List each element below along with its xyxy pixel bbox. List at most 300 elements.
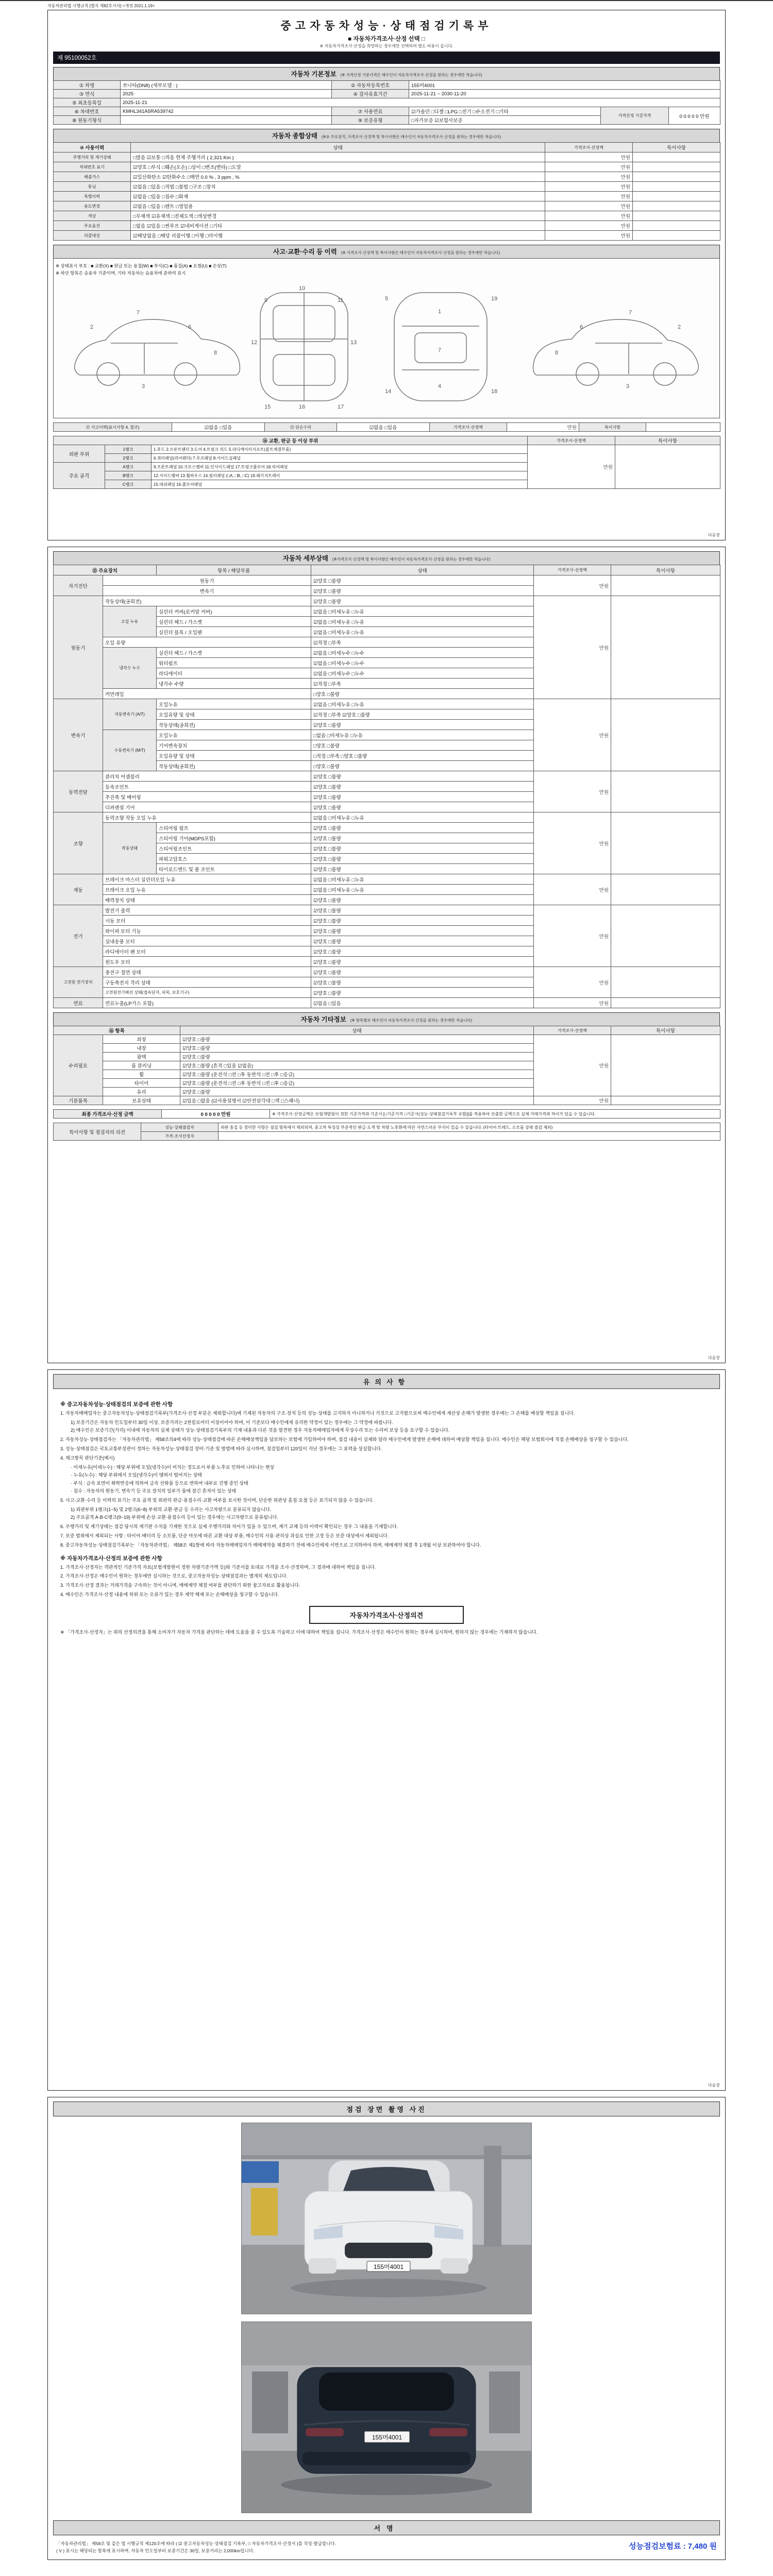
section-etc-title: 자동차 기타정보 — [300, 1016, 346, 1023]
value-cell: 만원 — [534, 998, 611, 1008]
label-cell: 특이사항 및 점검자의 의견 — [54, 1123, 141, 1141]
label-cell: 가격산정 기준가격 — [601, 107, 669, 125]
section-history-note: (※ 가격조사·산정액 및 특이사항은 매수인이 자동차가격조사·산정을 원하는 경우에만 적습니다) — [341, 250, 500, 255]
label-cell: 특이사항 — [579, 423, 646, 432]
section-overall — [53, 129, 720, 142]
value-cell: 오일누유 — [157, 730, 311, 740]
checkbox-cell[interactable]: 12.사이드멤버 13.휠하우스 14.필러패널 (□A, □B, □C) 19.패키지트레이 — [152, 471, 528, 480]
value-cell: 커먼레일 — [103, 689, 311, 699]
value-cell: 파워고압호스 — [157, 854, 311, 864]
value-cell: 오일 유량 — [103, 637, 311, 648]
notice-paragraph: 1. 가격조사·산정자는 객관적인 기준가격 자료(보험개발원이 정한 차량기준가액 등)와 기준서를 토대로 가격을 조사·산정하며, 그 결과에 대하여 책임을 집니다. — [60, 1564, 376, 1570]
label-cell: 용도변경 — [54, 201, 131, 211]
label-cell: 가격조사·산정액 — [534, 565, 611, 575]
value-cell — [611, 874, 720, 905]
value-cell: 만원 — [534, 967, 611, 998]
notice-paragraph: ※ 「가격조사·산정자」는 위의 산정의견을 통해 소비자가 자동차 가격을 판단하는 데에 도움을 줄 수 있도록 기술하고 이에 대하여 책임을 집니다. 가격조사·산정은 매수인이 원하는 경우에 실시하며, 원하지 않는 경우에는 기재하지 않습니다. — [60, 1630, 538, 1635]
value-cell: 연료누출(LP가스 포함) — [103, 998, 311, 1008]
svg-text:5: 5 — [385, 296, 389, 302]
checkbox-cell[interactable]: ☑양호 □불량 — [311, 792, 534, 802]
page-3 — [47, 1369, 726, 2091]
value-cell — [633, 152, 720, 162]
checkbox-cell[interactable]: ☑없음 □있음 — [311, 998, 534, 1008]
checkbox-cell[interactable]: ☑양호 □불량 — [311, 823, 534, 833]
label-cell: 상태 — [180, 1026, 534, 1035]
notice-paragraph: 4. 매수인은 가격조사·산정 내용에 허위 또는 오류가 있는 경우 계약 해제 또는 손해배상을 청구할 수 있습니다. — [60, 1592, 279, 1598]
label-cell: 고전원 전기장치 — [54, 967, 103, 998]
label-cell: 오일 누유 — [103, 606, 157, 637]
value-cell: 윈도우 모터 — [103, 957, 311, 967]
value-cell — [611, 967, 720, 998]
label-cell: 1랭크 — [105, 445, 152, 454]
checkbox-cell[interactable]: ☑양호 □불량 (운전석 □전 □후 동반석 □전 □후 □응급) — [180, 1070, 534, 1079]
value-cell: 구동축전지 격리 상태 — [103, 977, 311, 988]
value-cell: 만원 — [528, 445, 615, 489]
value-cell: KMHL341A5RA539742 — [121, 107, 332, 116]
value-cell — [611, 771, 720, 812]
checkbox-cell[interactable]: ☑양호 □불량 — [311, 905, 534, 916]
checkbox-cell[interactable]: ☑양호 □불량 (운전석 □전 □후 동반석 □전 □후 □응급) — [180, 1079, 534, 1088]
notice-title-bar: 유의사항 — [53, 1374, 720, 1389]
value-cell: 1.후드 2.프론트펜더 3.도어 4.트렁크 리드 5.라디에이터서포트(볼트체결부품) — [152, 445, 528, 454]
svg-text:17: 17 — [338, 404, 344, 410]
value-cell: 동력조향 작동 오일 누유 — [103, 812, 311, 823]
label-cell: 색상 — [54, 211, 131, 221]
photo-section-title: 점검 장면 촬영 사진 — [53, 2102, 720, 2116]
label-cell: ⑮ 주요장치 — [54, 565, 157, 575]
overall-condition-table — [53, 142, 720, 241]
value-cell — [633, 211, 720, 221]
checkbox-cell[interactable]: ☑양호 □불량 — [311, 802, 534, 812]
label-cell: 주요옵션 — [54, 221, 131, 231]
value-cell: 등속조인트 — [103, 782, 311, 792]
value-cell: 작동상태(공회전) — [103, 596, 311, 606]
notice-paragraph: 2. 자동차성능·상태점검자는 「자동차관리법」 제58조의4에 따라 성능·상태점검에 따른 손해배상책임을 담보하는 보험에 가입하여야 하며, 점검 내용이 실제와 달라 매수인에게 발생한 손해에 대하여 배상할 책임을 집니다. 매수인은 해당 보험회사에 직접 손해배상을 청구할 수 있습니다. — [60, 1436, 629, 1442]
value-cell: 외판 흠집 등 경미한 사항은 점검 항목에서 제외되며, 중고차 특성상 부분적인 판금·도색 및 차량 노후화에 따른 자연스러운 부식이 있을 수 있습니다. (타이어 트레드, 소모품 상태 점검 제외) — [219, 1123, 720, 1132]
checkbox-cell[interactable]: ☑해당없음 □해당 리콜이행 □이행 □미이행 — [131, 231, 545, 241]
value-cell — [611, 596, 720, 699]
section-etc — [53, 1012, 720, 1026]
checkbox-cell[interactable]: □양호 □불량 — [311, 740, 534, 751]
label-cell: 동력전달 — [54, 771, 103, 812]
svg-text:16: 16 — [299, 404, 306, 410]
checkbox-cell[interactable]: ☑가솔린 □디젤 □LPG □전기 □수소전기 □기타 — [409, 107, 601, 116]
value-cell: 쏘나타(DN8) (세부모델 : ) — [121, 81, 332, 90]
value-cell: 오일유량 및 상태 — [157, 709, 311, 720]
svg-text:9: 9 — [264, 297, 268, 303]
checkbox-cell[interactable]: ☑없음 □미세누유 □누유 — [311, 617, 534, 627]
checkbox-cell[interactable]: ☑양호 □불량 — [311, 946, 534, 957]
value-cell: 실린더 헤드 / 가스켓 — [157, 648, 311, 658]
value-cell: 만원 — [545, 231, 633, 241]
checkbox-cell[interactable]: ☑양호 □불량 — [311, 720, 534, 730]
checkbox-cell[interactable]: ☑없음 □미세누유 □누유 — [311, 874, 534, 885]
label-cell: ① 차명 — [54, 81, 121, 90]
next-page-label: 다음장 — [708, 2083, 720, 2088]
fee-label: 성능점검보험료 : — [629, 2542, 686, 2551]
label-cell: ② 자동차등록번호 — [332, 81, 409, 90]
label-cell: ⑧ 원동기형식 — [54, 116, 121, 125]
value-cell: 만원 — [534, 1035, 611, 1096]
checkbox-cell[interactable]: ☑적정 □부족 — [311, 679, 534, 689]
valuation-select-note: ※ 자동차가격조사·산정을 희망하는 경우에만 선택하며 별도 비용이 듭니다. — [320, 44, 453, 48]
checkbox-cell[interactable]: □적정 □부족 □양호 □불량 — [311, 751, 534, 761]
notice-subheading: ※ 자동차가격조사·산정의 보증에 관한 사항 — [60, 1555, 162, 1562]
final-price-table — [53, 1109, 720, 1118]
value-cell: 실린더 헤드 / 가스켓 — [157, 617, 311, 627]
svg-text:7: 7 — [137, 310, 140, 316]
notice-paragraph: · 누유(누수) : 해당 부위에서 오일(냉각수)이 맺혀서 떨어지는 상태 — [71, 1472, 202, 1478]
value-cell: 변속기 — [103, 586, 311, 596]
value-cell — [611, 905, 720, 967]
checkbox-cell[interactable]: ☑없음 □있음 □적법 □불법 □구조 □장치 — [131, 182, 545, 192]
value-cell: 유리 — [103, 1088, 180, 1096]
svg-text:4: 4 — [438, 383, 442, 389]
value-cell: 고전원전기배선 상태(접속단자, 피복, 보호기구) — [103, 988, 311, 998]
notice-paragraph: 1. 자동차매매업자는 중고자동차성능·상태점검기록부(가격조사·산정 부분은 제외합니다)에 기재된 자동차의 구조·장치 등의 성능·상태를 고지하지 아니하거나 거짓으로 고지함으로써 매수인에게 재산상 손해가 발생한 경우에는 그 손해를 배상할 책임을 집니다. — [60, 1411, 575, 1416]
label-cell: 조향 — [54, 812, 103, 874]
value-cell: 9.프론트패널 10.크로스멤버 11.인사이드패널 17.트렁크플로어 18.리어패널 — [152, 463, 528, 471]
value-cell: 디퍼렌셜 기어 — [103, 802, 311, 812]
value-cell — [633, 231, 720, 241]
label-cell: 자동변속기 (A/T) — [103, 699, 157, 730]
notice-paragraph: 1) 외판부위 1랭크(1~5) 및 2랭크(6~8) 부위의 교환·판금 등 수리는 사고차량으로 분류되지 않습니다. — [71, 1506, 272, 1512]
value-cell: 발전기 출력 — [103, 905, 311, 916]
checkbox-cell[interactable]: ☑적정 □부족 ☑양호 □불량 — [311, 709, 534, 720]
checkbox-cell[interactable]: ☑없음 □미세누수 □누수 — [311, 648, 534, 658]
status-code-legend: ※ 상태표시 부호 : ■ 교환(X) ■ 판금 또는 용접(W) ■ 부식(C) ■ 흠집(A) ■ 요철(U) ■ 손상(T) — [56, 263, 227, 268]
value-cell: 실린더 블록 / 오일팬 — [157, 627, 311, 637]
svg-text:2: 2 — [678, 324, 681, 330]
checkbox-cell[interactable]: ☑양호 □부식 □훼손(오손) □상이 □변조(변타) □도말 — [131, 162, 545, 172]
notice-body — [53, 1394, 720, 1639]
checkbox-cell[interactable]: ☑없음 □있음 □침수 □화재 — [131, 192, 545, 201]
checkbox-cell[interactable]: ※ 가격조사·산정금액은 보험개발원이 정한 기준가격과 기준서 [□기준가격 □기준서(성능·상태점검기록부 포함)]를 적용하여 산출한 금액으로 실제 거래가격과 차이가 있을 수 있습니다. — [270, 1110, 720, 1118]
document-number: 제 95100052호 — [57, 55, 97, 61]
value-cell: 스티어링조인트 — [157, 843, 311, 854]
checkbox-cell[interactable]: ☑양호 □불량 — [311, 575, 534, 586]
label-cell: 연료 — [54, 998, 103, 1008]
vehicle-type-legend: ※ 하단 항목은 승용차 기준이며, 기타 자동차는 승용차에 준하여 표시 — [56, 270, 186, 276]
value-cell: 만원 — [545, 221, 633, 231]
form-reference-caption: 자동차관리법 시행규칙 [별지 제82호서식] <개정 2021.1.19> — [47, 4, 155, 8]
valuation-opinion-box: 자동차가격조사·산정의견 — [309, 1606, 464, 1624]
label-cell: 특이사항 — [615, 436, 720, 445]
value-cell: 보유상태 — [103, 1096, 180, 1105]
panel-rank-table — [53, 436, 720, 489]
value-cell: 스티어링 기어(MDPS포함) — [157, 833, 311, 843]
car-outline-diagrams — [59, 277, 714, 412]
value-cell: 배력장치 상태 — [103, 895, 311, 905]
label-cell: 원동기 — [54, 596, 103, 699]
value-cell: 시동 모터 — [103, 916, 311, 926]
svg-text:13: 13 — [350, 340, 357, 346]
value-cell: 외장 — [103, 1035, 180, 1044]
value-cell: 만원 — [534, 812, 611, 874]
checkbox-cell[interactable]: ☑없음 □미세누유 □누유 — [311, 606, 534, 617]
label-cell: 2랭크 — [105, 454, 152, 463]
car-diagram-panel — [53, 258, 720, 418]
label-cell: 자기진단 — [54, 575, 103, 596]
label-cell: ③ 연식 — [54, 90, 121, 98]
value-cell: 휠 — [103, 1070, 180, 1079]
label-cell: 가격·조사산정자 — [141, 1132, 219, 1141]
value-cell: 만원 — [545, 201, 633, 211]
valuation-select-option[interactable]: ■ 자동차가격조사·산정 선택 □ — [348, 36, 425, 42]
svg-text:6: 6 — [580, 324, 583, 330]
svg-text:7: 7 — [629, 310, 632, 316]
value-cell: 만원 — [534, 874, 611, 905]
checkbox-cell[interactable]: ☑양호 □불량 — [311, 926, 534, 936]
checkbox-cell[interactable]: □없음 □미세누유 □누유 — [311, 730, 534, 740]
value-cell: 실린더 커버(로커암 커버) — [157, 606, 311, 617]
notice-paragraph: 8. 중고자동차성능·상태점검기록부는 「자동차관리법」 제58조 제1항에 따라 자동차매매업자가 매매계약을 체결하기 전에 매수인에게 서면으로 고지하여야 하며, 매매계약 체결 후 1개월 이상 보관하여야 합니다. — [60, 1542, 481, 1548]
notice-paragraph: 1) 보증기간은 자동차 인도일부터 30일 이상, 보증거리는 2천킬로미터 이상이어야 하며, 이 기준보다 매수인에게 유리한 약정이 있는 경우에는 그 약정에 따릅니다. — [71, 1419, 393, 1425]
checkbox-cell[interactable]: ☑양호 □불량 — [311, 936, 534, 946]
signature-legal-line2: ( V ) 표시는 해당되는 항목에 표시하며, 자동차 인도일부터 보증기간은 30일, 보증거리는 2,000km입니다. — [56, 2548, 255, 2553]
label-cell: 가격조사·산정액 — [430, 423, 507, 432]
label-cell: 특이사항 — [633, 143, 720, 152]
label-cell: 성능·상태점검자 — [141, 1123, 219, 1132]
checkbox-cell[interactable]: □없음 ☑있음 □썬루프 ☑네비게이션 □기타 — [131, 221, 545, 231]
value-cell — [611, 575, 720, 596]
label-cell: 최종 가격조사·산정 금액 — [54, 1110, 162, 1118]
page-1 — [47, 10, 726, 540]
notice-paragraph: 3. 성능·상태점검은 국토교통부장관이 정하는 자동차성능·상태점검 장비·기준 및 방법에 따라 실시하며, 점검일부터 120일이 지난 경우에는 그 효력을 상실합니다. — [60, 1446, 382, 1451]
notice-paragraph: · 미세누유(미세누수) : 해당 부위에 오일(냉각수)이 비치는 정도로서 부품 노후로 인하여 나타나는 현상 — [71, 1464, 275, 1470]
value-cell: 만원 — [545, 172, 633, 182]
checkbox-cell[interactable]: ☑일산화탄소 ☑탄화수소 □매연 0.0 % , 3 ppm , % — [131, 172, 545, 182]
checkbox-cell[interactable]: ☑양호 □불량 — [311, 977, 534, 988]
value-cell — [633, 162, 720, 172]
value-cell: 스티어링 펌프 — [157, 823, 311, 833]
inspection-photo-front — [241, 2123, 532, 2314]
svg-text:8: 8 — [214, 350, 217, 356]
value-cell: 원동기 — [103, 575, 311, 586]
value-cell: 브레이크 마스터 실린더오일 누유 — [103, 874, 311, 885]
etc-info-table — [53, 1026, 720, 1105]
value-cell — [633, 221, 720, 231]
value-cell: 2025 — [121, 90, 332, 98]
label-cell: ⑦ 사용연료 — [332, 107, 409, 116]
section-etc-note: (※ 항목별로 매수인이 자동차가격조사·산정을 원하는 경우에만 적습니다) — [350, 1018, 473, 1023]
notice-paragraph: · 침수 : 자동차의 원동기, 변속기 등 주요 장치의 일부가 물에 잠긴 흔적이 있는 상태 — [71, 1488, 237, 1494]
value-cell: 0 0 0 0 0 만원 — [669, 107, 720, 125]
value-cell: 만원 — [545, 152, 633, 162]
svg-text:14: 14 — [385, 388, 392, 395]
license-plate-front: 155머4001 — [373, 2263, 404, 2270]
checkbox-cell[interactable]: ☑양호 □불량 — [311, 771, 534, 782]
label-cell: 가격조사·산정액 — [545, 143, 633, 152]
svg-text:6: 6 — [188, 324, 192, 330]
value-cell: 만원 — [545, 182, 633, 192]
label-cell: 작동상태 — [103, 823, 157, 874]
value-cell: 광택 — [103, 1053, 180, 1061]
checkbox-cell[interactable]: ☑없음 □있음 — [337, 423, 430, 432]
value-cell: 라디에이터 — [157, 668, 311, 679]
value-cell: 오일누유 — [157, 699, 311, 709]
checkbox-cell[interactable]: ☑없음 □미세누유 □누유 — [311, 812, 534, 823]
label-cell: 항목 / 해당부품 — [157, 565, 311, 575]
label-cell: 차대번호 표기 — [54, 162, 131, 172]
section-history — [53, 245, 720, 258]
value-cell: 만원 — [534, 575, 611, 596]
value-cell: 만원 — [534, 771, 611, 812]
checkbox-cell[interactable]: ☑없음 □미세누유 □누유 — [311, 885, 534, 895]
checkbox-cell[interactable]: ☑양호 □불량 — [311, 967, 534, 977]
label-cell: 상태 — [131, 143, 545, 152]
svg-text:18: 18 — [491, 388, 498, 395]
label-cell: 리콜대상 — [54, 231, 131, 241]
notice-paragraph: 5. 사고·교환·수리 등 이력의 표기는 주요 골격 및 외판의 판금·용접수리·교환 여부를 표시한 것이며, 단순한 외관상 흠집·요철 등은 표기되지 않을 수 있습니다. — [60, 1497, 374, 1503]
value-cell: 기어변속장치 — [157, 740, 311, 751]
page-4 — [47, 2097, 726, 2560]
value-cell: 충전구 절연 상태 — [103, 967, 311, 977]
value-cell: 155머4001 — [409, 81, 720, 90]
label-cell: 제동 — [54, 874, 103, 905]
value-cell: 워터펌프 — [157, 658, 311, 668]
checkbox-cell[interactable]: ☑양호 □불량 — [180, 1044, 534, 1053]
value-cell: 2025-11-21 ~ 2030-11-20 — [409, 90, 720, 98]
document-title: 중고자동차성능·상태점검기록부 — [280, 20, 493, 32]
value-cell: 만원 — [534, 699, 611, 771]
checkbox-cell[interactable]: ☑양호 □불량 — [311, 988, 534, 998]
checkbox-cell[interactable]: ☑양호 □불량 — [311, 864, 534, 874]
value-cell — [611, 1096, 720, 1105]
checkbox-cell[interactable]: ☑없음 □미세누유 □누유 — [311, 627, 534, 637]
checkbox-cell[interactable]: ☑양호 □불량 — [311, 957, 534, 967]
value-cell — [633, 201, 720, 211]
svg-text:1: 1 — [438, 309, 442, 315]
notice-paragraph: 7. 보증 범위에서 제외되는 사항 : 타이어·배터리 등 소모품, 단순 마모에 따른 교환 대상 부품, 매수인의 사용·관리상 과실로 인한 고장 등은 보증 대상에서 제외됩니다. — [60, 1533, 389, 1538]
value-cell: 만원 — [507, 423, 579, 432]
svg-text:15: 15 — [264, 404, 271, 410]
fee-value: 7,480 원 — [687, 2542, 717, 2551]
checkbox-cell[interactable]: ☑양호 □불량 — [311, 895, 534, 905]
notice-paragraph: 6. 주행거리 및 계기상태는 점검 당시의 계기판 수치를 기재한 것으로 실제 주행거리와 차이가 있을 수 있으며, 계기 교체 등의 이력이 확인되는 경우 그 내용을 기재합니다. — [60, 1523, 398, 1529]
checkbox-cell[interactable]: ☑양호 □불량 — [311, 782, 534, 792]
value-cell: 타이로드엔드 및 볼 조인트 — [157, 864, 311, 874]
license-plate-rear: 155머4001 — [372, 2434, 402, 2441]
svg-text:11: 11 — [338, 297, 344, 303]
checkbox-cell[interactable]: □무채색 ☑유채색 □전체도색 □색상변경 — [131, 211, 545, 221]
value-cell: 작동상태(공회전) — [157, 720, 311, 730]
section-overall-title: 자동차 종합상태 — [272, 132, 317, 140]
label-cell: 특이사항 — [611, 565, 720, 575]
value-cell: 15.대쉬패널 16.플로어패널 — [152, 480, 528, 489]
value-cell — [615, 445, 720, 489]
checkbox-cell[interactable]: ☑없음 □미세누수 □누수 — [311, 658, 534, 668]
checkbox-cell[interactable]: □많음 ☑보통 □적음 현재 주행거리 ( 2,321 Km ) — [131, 152, 545, 162]
checkbox-cell[interactable]: ☑양호 □불량 — [311, 586, 534, 596]
section-basic-note: (※ 가격산정 기준가격은 매수인이 자동차가격조사·산정을 원하는 경우에만 적습니다) — [340, 73, 482, 77]
signature-legal-line1: 「자동차관리법」 제58조 및 같은 법 시행규칙 제120조에 따라 ( ☑ 중고자동차성능·상태점검 기록부, □ 자동차가격조사·산정서 )를 작성·발급합니다. — [56, 2541, 336, 2546]
value-cell — [121, 116, 332, 125]
signature-legal-text — [56, 2540, 618, 2554]
checkbox-cell[interactable]: □자가보증 ☑보험사보증 — [409, 116, 601, 125]
value-cell — [646, 423, 720, 432]
checkbox-cell[interactable]: ☑양호 □불량 — [311, 854, 534, 864]
svg-text:3: 3 — [142, 383, 145, 389]
value-cell — [611, 699, 720, 771]
checkbox-cell[interactable]: ☑적정 □부족 — [311, 637, 534, 648]
checkbox-cell[interactable]: ☑양호 □불량 — [311, 916, 534, 926]
label-cell: 수리필요 — [54, 1035, 103, 1096]
label-cell: B랭크 — [105, 471, 152, 480]
section-overall-note: (※② 주요장치, 가격조사·산정액 및 특이사항은 매수인이 자동차가격조사·산정을 원하는 경우에만 적습니다) — [321, 134, 501, 139]
checkbox-cell[interactable]: □양호 □불량 — [311, 761, 534, 771]
value-cell: 클러치 어셈블리 — [103, 771, 311, 782]
checkbox-cell[interactable]: □양호 □불량 — [311, 689, 534, 699]
svg-text:2: 2 — [90, 324, 94, 330]
value-cell — [611, 1035, 720, 1096]
checkbox-cell[interactable]: ☑양호 □불량 — [180, 1088, 534, 1096]
notice-subheading: ※ 중고자동차성능·상태점검의 보증에 관한 사항 — [60, 1401, 173, 1408]
inspection-photo-rear — [241, 2321, 532, 2513]
value-cell: 만원 — [545, 192, 633, 201]
value-cell: 오일유량 및 상태 — [157, 751, 311, 761]
value-cell: 만원 — [534, 596, 611, 699]
label-cell: 전기 — [54, 905, 103, 967]
checkbox-cell[interactable]: ☑있음 □없음 (☑사용설명서 ☑안전삼각대 □잭 □스패너) — [180, 1096, 534, 1105]
label-cell: ⑩ 사용이력 — [54, 143, 131, 152]
label-cell: 특이사항 — [611, 1026, 720, 1035]
inspection-insurance-fee — [629, 2540, 717, 2551]
label-cell: 냉각수 누수 — [103, 648, 157, 689]
value-cell — [633, 192, 720, 201]
section-detail-title: 자동차 세부상태 — [282, 555, 328, 562]
document-number-bar — [53, 52, 720, 64]
label-cell: 주행거리 및 계기상태 — [54, 152, 131, 162]
notice-paragraph: 3. 가격조사·산정 결과는 거래가격을 구속하는 것이 아니며, 매매계약 체결 여부를 판단하기 위한 참고자료로 활용됩니다. — [60, 1583, 300, 1588]
label-cell: ⑥ 차대번호 — [54, 107, 121, 116]
value-cell: 내장 — [103, 1044, 180, 1053]
label-cell: C랭크 — [105, 480, 152, 489]
value-cell: 라디에이터 팬 모터 — [103, 946, 311, 957]
value-cell: 0 0 0 0 0 만원 — [162, 1110, 270, 1118]
checkbox-cell[interactable]: ☑양호 □불량 — [311, 833, 534, 843]
label-cell: 외판 부위 — [54, 445, 105, 463]
checkbox-cell[interactable]: ☑없음 □있음 — [172, 423, 265, 432]
checkbox-cell[interactable]: ☑없음 □미세누수 □누수 — [311, 668, 534, 679]
label-cell: 주요 골격 — [54, 463, 105, 489]
label-cell: 특별이력 — [54, 192, 131, 201]
svg-text:7: 7 — [438, 347, 442, 353]
page-2 — [47, 547, 726, 1363]
notice-paragraph: 2) 매수인은 보증기간(거리) 이내에 자동차의 실제 상태가 성능·상태점검기록부의 기재 내용과 다른 것을 발견한 경우 자동차매매업자에게 무상수리 또는 수리비 보상 등을 요구할 수 있습니다. — [71, 1428, 450, 1433]
label-cell: 기본품목 — [54, 1096, 103, 1105]
label-cell: 배출가스 — [54, 172, 131, 182]
label-cell: ⑨ 보증유형 — [332, 116, 409, 125]
value-cell: 2025-11-21 — [121, 98, 720, 107]
value-cell — [611, 998, 720, 1008]
svg-text:3: 3 — [626, 383, 630, 389]
section-detail — [53, 551, 720, 565]
checkbox-cell[interactable]: ☑양호 □불량 — [180, 1053, 534, 1061]
checkbox-cell[interactable]: ☑양호 □불량 — [311, 596, 534, 606]
section-detail-note: (※가격조사·산정액 및 특이사항은 매수인이 자동차가격조사·산정을 원하는 경우에만 적습니다) — [332, 557, 491, 562]
checkbox-cell[interactable]: ☑양호 □불량 — [180, 1035, 534, 1044]
checkbox-cell[interactable]: ☑양호 □불량 — [311, 843, 534, 854]
basic-info-table — [53, 80, 720, 125]
checkbox-cell[interactable]: ☑없음 □미세누유 □누유 — [311, 699, 534, 709]
label-cell: 가격조사·산정액 — [534, 1026, 611, 1035]
checkbox-cell[interactable]: ☑양호 □불량 (흔적 □있음 ☑없음) — [180, 1061, 534, 1070]
value-cell — [633, 172, 720, 182]
label-cell: 상태 — [311, 565, 534, 575]
value-cell — [611, 812, 720, 874]
checkbox-cell[interactable]: ☑없음 □있음 □렌트 □영업용 — [131, 201, 545, 211]
